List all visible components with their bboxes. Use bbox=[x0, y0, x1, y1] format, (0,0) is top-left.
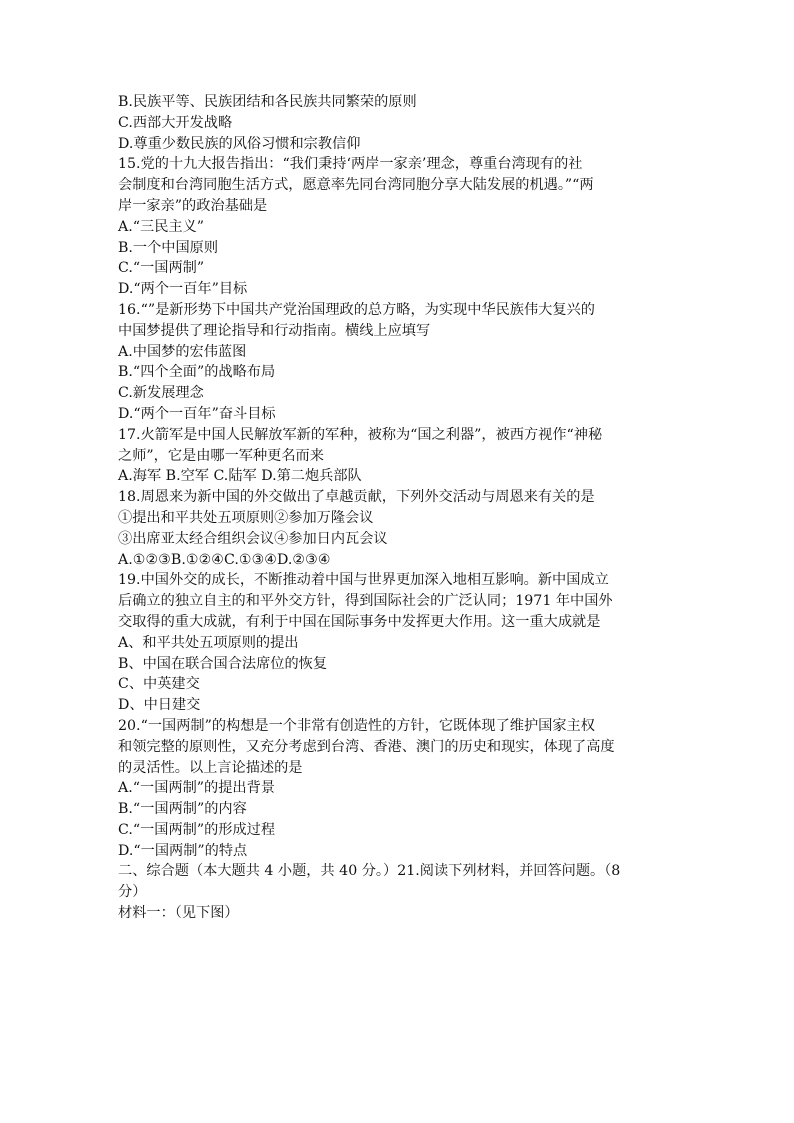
question-19-option-a: A、和平共处五项原则的提出 bbox=[118, 634, 299, 651]
question-15-stem: 岸一家亲”的政治基础是 bbox=[118, 197, 268, 214]
question-20-option-b: B.“一国两制”的内容 bbox=[118, 801, 247, 818]
question-20-stem: 和领完整的原则性，又充分考虑到台湾、香港、澳门的历史和现实，体现了高度 bbox=[118, 738, 615, 755]
question-18-items: ③出席亚太经合组织会议④参加日内瓦会议 bbox=[118, 530, 388, 547]
question-20-option-a: A.“一国两制”的提出背景 bbox=[118, 780, 275, 797]
material-label: 材料一：（见下图） bbox=[118, 905, 239, 922]
question-19-option-c: C、中英建交 bbox=[118, 676, 200, 693]
question-15-option-c: C.“一国两制” bbox=[118, 260, 205, 277]
question-20-option-c: C.“一国两制”的形成过程 bbox=[118, 821, 276, 838]
text-line: C.西部大开发战略 bbox=[118, 114, 233, 131]
document-page bbox=[118, 92, 678, 924]
question-16-option-d: D.“两个一百年”奋斗目标 bbox=[118, 405, 276, 422]
question-18-items: ①提出和平共处五项原则②参加万隆会议 bbox=[118, 509, 374, 526]
question-19-stem: 19.中国外交的成长，不断推动着中国与世界更加深入地相互影响。新中国成立 bbox=[118, 572, 609, 589]
question-15-option-b: B.一个中国原则 bbox=[118, 239, 219, 256]
question-20-stem: 20.“一国两制”的构想是一个非常有创造性的方针，它既体现了维护国家主权 bbox=[118, 717, 595, 734]
question-17-stem: 17.火箭军是中国人民解放军新的军种，被称为“国之利器”，被西方视作“神秘 bbox=[118, 426, 603, 443]
text-line: D.尊重少数民族的风俗习惯和宗教信仰 bbox=[118, 135, 361, 152]
question-17-options: A.海军 B.空军 C.陆军 D.第二炮兵部队 bbox=[118, 468, 362, 485]
question-20-option-d: D.“一国两制”的特点 bbox=[118, 842, 248, 859]
question-18-stem: 18.周恩来为新中国的外交做出了卓越贡献，下列外交活动与周恩来有关的是 bbox=[118, 489, 595, 506]
section-heading: 二、综合题（本大题共 4 小题，共 40 分。）21.阅读下列材料，并回答问题。（8 bbox=[118, 863, 621, 880]
question-15-option-d: D.“两个一百年”目标 bbox=[118, 281, 248, 298]
section-heading: 分） bbox=[118, 884, 147, 901]
question-19-option-d: D、中日建交 bbox=[118, 697, 201, 714]
question-19-stem: 交取得的重大成就，有利于中国在国际事务中发挥更大作用。这一重大成就是 bbox=[118, 613, 601, 630]
text-line: B.民族平等、民族团结和各民族共同繁荣的原则 bbox=[118, 94, 417, 110]
question-15-stem: 15.党的十九大报告指出：“我们秉持‘两岸一家亲’理念，尊重台湾现有的社 bbox=[118, 156, 583, 173]
question-16-option-a: A.中国梦的宏伟蓝图 bbox=[118, 343, 247, 360]
question-16-stem: 16.“”是新形势下中国共产党治国理政的总方略，为实现中华民族伟大复兴的 bbox=[118, 301, 595, 318]
question-16-option-b: B.“四个全面”的战略布局 bbox=[118, 364, 276, 381]
question-16-stem: 中国梦提供了理论指导和行动指南。横线上应填写 bbox=[118, 322, 431, 339]
question-19-option-b: B、中国在联合国合法席位的恢复 bbox=[118, 655, 328, 672]
question-20-stem: 的灵活性。以上言论描述的是 bbox=[118, 759, 303, 776]
question-17-stem: 之师”，它是由哪一军种更名而来 bbox=[118, 447, 324, 464]
question-16-option-c: C.新发展理念 bbox=[118, 385, 204, 402]
question-15-stem: 会制度和台湾同胞生活方式，愿意率先同台湾同胞分享大陆发展的机遇。”“两 bbox=[118, 177, 594, 194]
question-18-options: A.①②③B.①②④C.①③④D.②③④ bbox=[118, 551, 331, 568]
question-15-option-a: A.“三民主义” bbox=[118, 218, 205, 235]
question-19-stem: 后确立的独立自主的和平外交方针，得到国际社会的广泛认同；1971 年中国外 bbox=[118, 593, 613, 610]
